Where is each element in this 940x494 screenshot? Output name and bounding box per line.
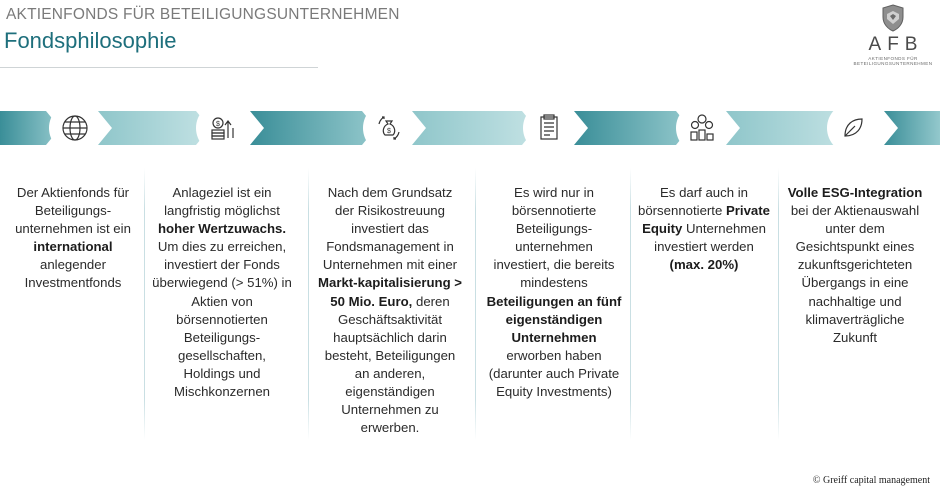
column-text: Es darf auch in börsennotierte [638, 185, 748, 219]
column-divider [475, 168, 476, 440]
column-text: Es wird nur in börsennotierte Beteiligungs-unternehmen investiert, die bereits mindestens [493, 185, 615, 291]
column-beteiligungen [486, 184, 622, 401]
column-international [12, 184, 134, 293]
column-highlight: Markt-kapitalisierung > 50 Mio. Euro, [318, 275, 463, 309]
column-esg [785, 184, 925, 347]
column-divider [144, 168, 145, 440]
afb-logo [850, 4, 936, 74]
column-text: erworben haben (darunter auch Private Equity Investments) [488, 347, 620, 400]
coins-growth-icon [196, 102, 248, 154]
money-bag-cycle-icon [363, 102, 415, 154]
copyright-notice: © Greiff capital management [812, 475, 930, 486]
column-highlight: Volle ESG-Integration [787, 185, 923, 200]
column-divider [308, 168, 309, 440]
column-highlight: international [33, 239, 113, 255]
logo-subtitle-line-2: BETEILIGUNGSUNTERNEHMEN [853, 61, 933, 66]
globe-icon [49, 102, 101, 154]
column-highlight: Beteiligungen an fünf eigenständigen Unternehmen [486, 293, 622, 345]
column-text: anlegender Investmentfonds [24, 257, 122, 291]
column-private-equity [638, 184, 770, 274]
column-text: Um dies zu erreichen, investiert der Fonds überwiegend (> 51%) in Aktien von börsennotierten Beteiligungs-gesellschaften, Holdings und Mischkonzernen [152, 239, 292, 400]
logo-subtitle-line-1: AKTIENFONDS FÜR [868, 56, 918, 61]
column-text: Unternehmen investiert werden [654, 221, 766, 255]
svg-text:$: $ [387, 128, 391, 135]
column-text: bei der Aktienauswahl unter dem Gesichtspunkt eines zukunftsgerichteten Übergangs in eine nachhaltige und klimaverträgliche Zukunft [790, 203, 920, 345]
shield-crest-icon [881, 4, 905, 32]
column-text: Nach dem Grundsatz der Risikostreuung investiert das Fondsmanagement in Unternehmen mit einer [322, 185, 458, 273]
column-text: Der Aktienfonds für Beteiligungs-unternehmen ist ein [15, 185, 131, 237]
column-anlageziel [152, 184, 292, 401]
document-list-icon [523, 102, 575, 154]
column-divider [630, 168, 631, 440]
process-band [0, 111, 940, 145]
column-text: deren Geschäftsaktivität hauptsächlich darin besteht, Beteiligungen an anderen, eigenständigen Unternehmen zu erwerben. [324, 293, 456, 436]
column-risikostreuung [318, 184, 462, 437]
logo-abbreviation: AFB [868, 34, 924, 55]
column-text: Anlageziel ist ein langfristig möglichst [164, 185, 280, 219]
coins-stack-icon [676, 102, 728, 154]
svg-text:$: $ [216, 121, 220, 128]
column-highlight: (max. 20%) [669, 257, 739, 273]
column-highlight: Private Equity [642, 203, 770, 237]
column-highlight: hoher Wertzuwachs. [158, 221, 286, 237]
column-divider [778, 168, 779, 440]
leaf-icon [827, 102, 879, 154]
header-divider [0, 67, 318, 68]
page-title: Fondsphilosophie [4, 28, 177, 53]
header-kicker: AKTIENFONDS FÜR BETEILIGUNGSUNTERNEHMEN [6, 6, 400, 23]
